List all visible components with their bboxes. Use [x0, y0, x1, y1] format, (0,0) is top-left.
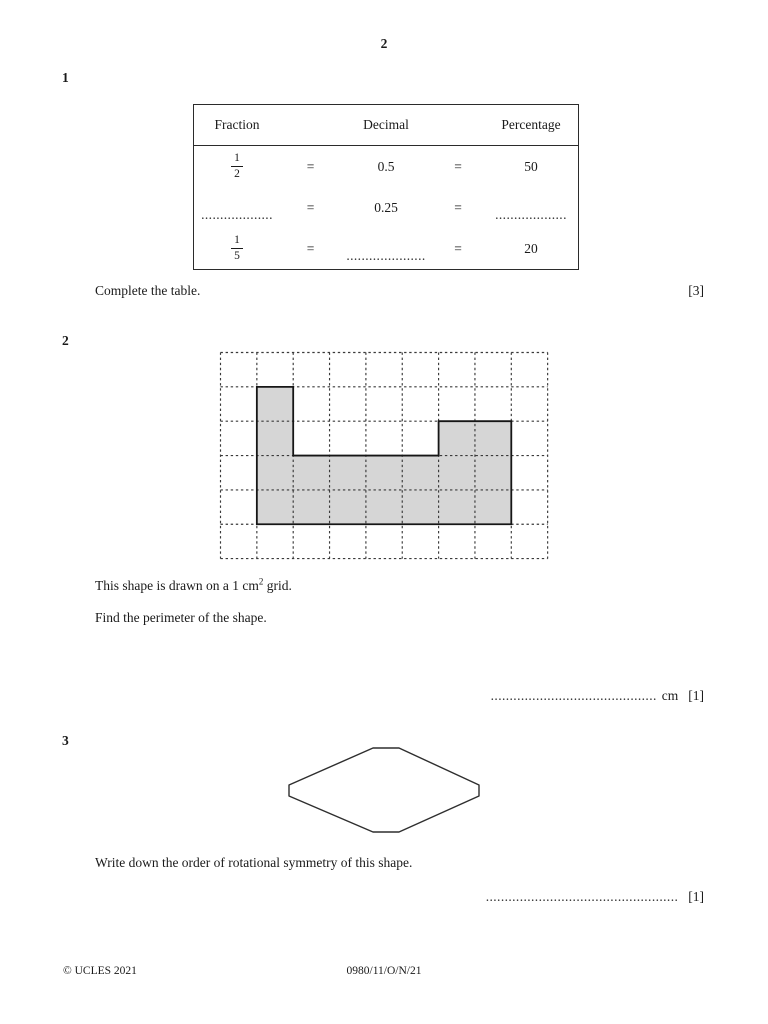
header-fraction: Fraction	[214, 117, 260, 132]
percentage-answer-blank[interactable]: ...................	[495, 206, 567, 222]
q2-marks: [1]	[688, 688, 704, 703]
equals-sign: =	[306, 158, 315, 174]
stacked-fraction: $\frac{1}{5}$	[231, 234, 243, 263]
q2-prompt: Find the perimeter of the shape.	[95, 610, 267, 625]
q1-conversion-table	[193, 104, 579, 270]
decimal-value: 0.25	[374, 199, 398, 215]
q3-marks: [1]	[688, 889, 704, 904]
q3-prompt: Write down the order of rotational symmetry of this shape.	[95, 855, 413, 870]
answer-unit: cm	[661, 688, 679, 703]
superscript-2: 2	[258, 576, 264, 587]
q1-number: 1	[62, 70, 69, 85]
q1-marks: [3]	[688, 283, 704, 298]
footer-copyright: © UCLES 2021	[63, 965, 137, 977]
fraction-half	[194, 152, 280, 181]
q2-grid-caption: This shape is drawn on a 1 $cm^2$ grid.	[95, 576, 292, 593]
q3-number: 3	[62, 733, 69, 748]
perimeter-grid	[219, 351, 549, 560]
q3-answer-line[interactable]	[486, 889, 704, 905]
table-header-row	[194, 105, 578, 146]
percentage-value: 50	[524, 158, 538, 174]
equals-sign: =	[306, 199, 315, 215]
decimal-answer-blank[interactable]: .....................	[346, 247, 426, 263]
header-percentage: Percentage	[501, 117, 561, 132]
fraction-fifth	[194, 234, 280, 263]
answer-dotted-line[interactable]: ...................................................	[485, 889, 679, 904]
q2-answer-line[interactable]	[491, 688, 704, 704]
header-decimal: Decimal	[363, 117, 409, 132]
percentage-value: 20	[524, 240, 538, 256]
table-row	[194, 146, 578, 187]
decimal-value: 0.5	[377, 158, 395, 174]
fraction-answer-blank[interactable]: ...................	[201, 206, 273, 222]
stacked-fraction: $\frac{1}{2}$	[231, 152, 243, 181]
equals-sign: =	[454, 158, 462, 174]
equals-sign: =	[454, 199, 462, 215]
table-row	[194, 228, 578, 269]
answer-dotted-line[interactable]: ............................................	[490, 688, 657, 703]
footer-paper-code: 0980/11/O/N/21	[346, 965, 422, 977]
rotational-shape	[287, 746, 481, 834]
equals-sign: =	[306, 240, 315, 256]
equals-sign: =	[454, 240, 462, 256]
page-number: 2	[380, 36, 388, 51]
q1-prompt: Complete the table.	[95, 283, 201, 298]
table-row	[194, 187, 578, 228]
q2-number: 2	[62, 333, 69, 348]
